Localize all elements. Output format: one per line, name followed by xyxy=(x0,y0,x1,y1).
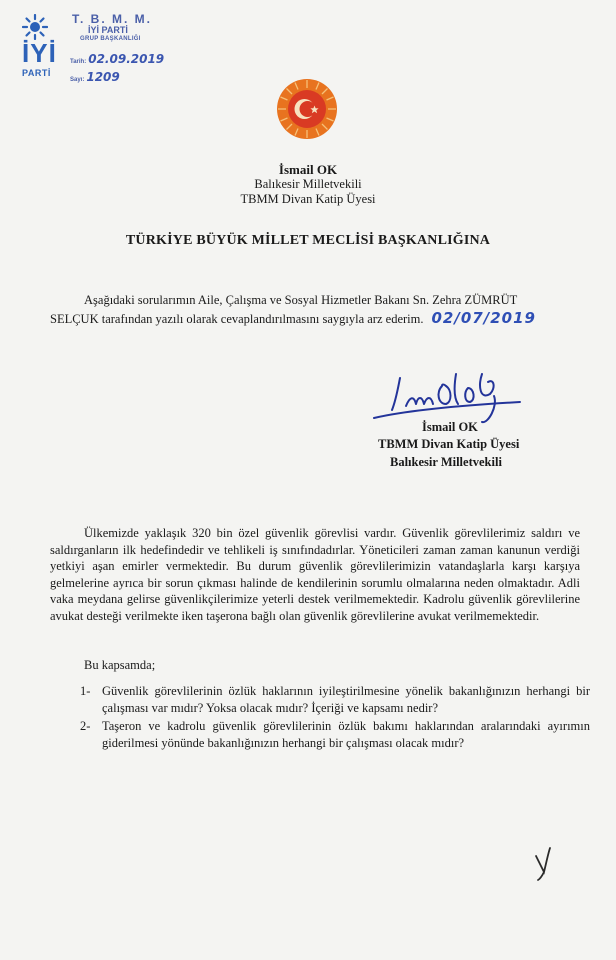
intro-paragraph xyxy=(50,291,582,328)
question-list xyxy=(50,683,590,753)
question-item xyxy=(50,683,590,716)
stamp-department: GRUP BAŞKANLIĞI xyxy=(80,36,141,42)
handwritten-date: 02/07/2019 xyxy=(431,309,536,327)
handwritten-signature-icon xyxy=(370,366,540,424)
intro-line-2: SELÇUK tarafından yazılı olarak cevaplandırılmasını saygıyla arz ederim. xyxy=(50,312,424,326)
author-name: İsmail OK xyxy=(278,162,338,177)
question-number: 2- xyxy=(80,719,91,733)
document-title: TÜRKİYE BÜYÜK MİLLET MECLİSİ BAŞKANLIĞINA xyxy=(125,233,491,248)
author-constituency: Balıkesir Milletvekili xyxy=(254,177,362,191)
stamp-number-value: 1209 xyxy=(86,70,120,84)
signatory-constituency: Balıkesir Milletvekili xyxy=(390,455,502,469)
party-logo-subtext: PARTİ xyxy=(22,68,51,78)
party-logo-text: İYİ xyxy=(22,38,57,68)
scope-intro: Bu kapsamda; xyxy=(84,658,156,672)
stamp-date-label: Tarih: xyxy=(70,59,87,65)
question-text: Güvenlik görevlilerinin özlük haklarının iyileştirilmesine yönelik bakanlığınızın herhangi bir çalışması var mıdır? Yoksa olacak mıdır? İçeriği ve kapsamı nedir? xyxy=(102,684,590,715)
stamp-number-label: Sayı: xyxy=(70,77,85,83)
handwritten-check-mark-icon xyxy=(532,842,554,882)
stamp-institution: T. B. M. M. xyxy=(72,12,152,26)
signatory-name: İsmail OK xyxy=(422,420,478,434)
question-number: 1- xyxy=(80,684,91,698)
stamp-date-row xyxy=(70,52,164,66)
stamp-party: İYİ PARTİ xyxy=(88,25,128,35)
intro-line-2-wrap xyxy=(50,309,582,328)
party-star-logo-icon xyxy=(22,14,48,40)
question-text: Taşeron ve kadrolu güvenlik görevlilerinin özlük bakımı haklarından aralarındaki ayırımın giderilmesi yönünde bakanlığınızın herhangi bir çalışması olacak mıdır? xyxy=(102,719,590,750)
signatory-office: TBMM Divan Katip Üyesi xyxy=(378,437,520,451)
intro-line-1: Aşağıdaki sorularımın Aile, Çalışma ve Sosyal Hizmetler Bakanı Sn. Zehra ZÜMRÜT xyxy=(84,293,518,307)
author-office: TBMM Divan Katip Üyesi xyxy=(240,192,376,206)
body-paragraph: Ülkemizde yaklaşık 320 bin özel güvenlik görevlisi vardır. Güvenlik görevlilerimiz saldırı ve saldırganların ilk hedefindedir ve tehlikeli iş sınıfındadırlar. Yöneticileri zaman zaman kanunun verdiği yetkiyi aşan emirler vermektedir. Bu durum güvenlik görevlilerimizin vatandaşlarla karşı karşıya gelmelerine ayrıca bir sorun çıkması halinde de kendilerinin sorumlu olmalarına neden olmaktadır. Adli vaka meydana gelirse güvenlikçilerimize yeterli destek verilmemektedir. Kadrolu güvenlik görevlilerine avukat desteği verilmekte iken taşerona bağlı olan güvenlik görevlilerine avukat verilmemektedir. xyxy=(50,526,580,623)
question-item xyxy=(50,718,590,751)
tbmm-emblem-icon xyxy=(276,78,338,140)
stamp-number-row xyxy=(70,70,120,84)
stamp-date-value: 02.09.2019 xyxy=(88,52,165,66)
